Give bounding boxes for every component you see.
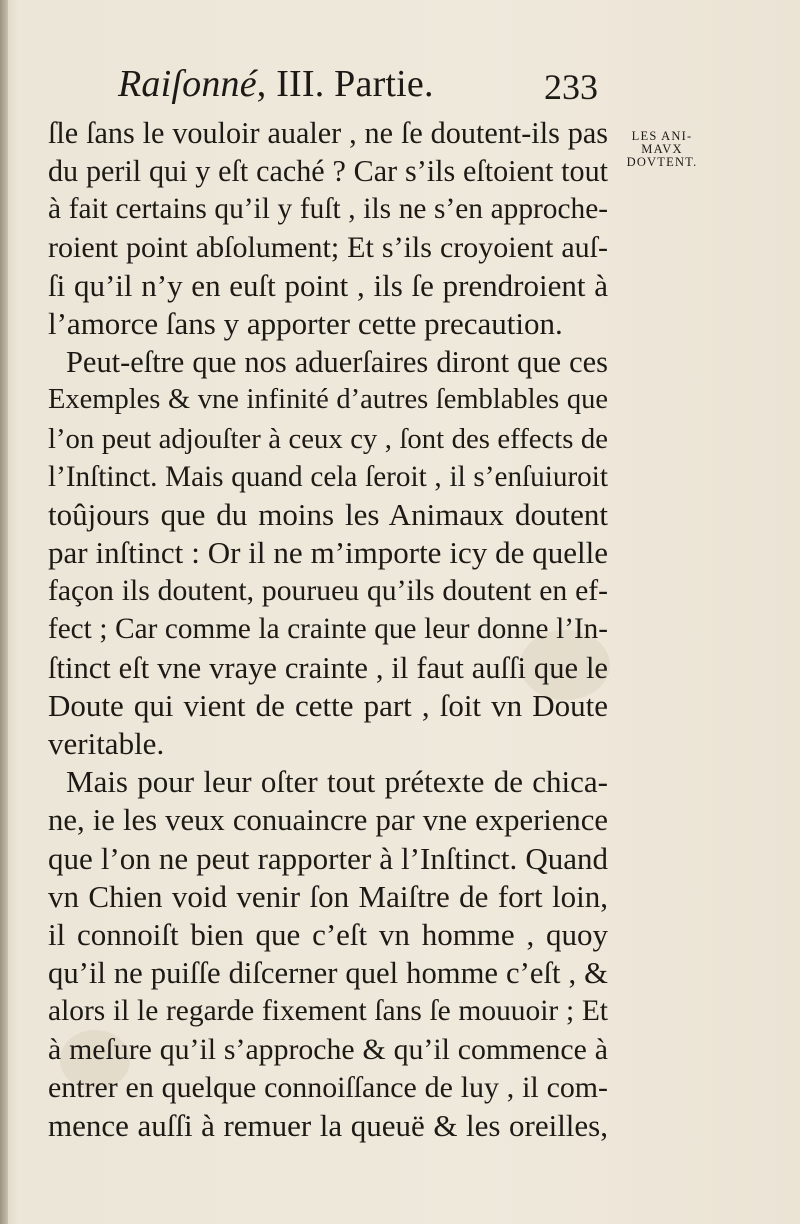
text-line: à fait certains qu’il y fuſt , ils ne s’en approche-: [48, 193, 608, 226]
page-number: 233: [544, 67, 598, 107]
text-line: vn Chien void venir ſon Maiſtre de fort loin,: [48, 878, 608, 914]
text-line: l’amorce ſans y apporter cette precaution.: [48, 305, 563, 341]
text-line: il connoiſt bien que c’eſt vn homme , quoy: [48, 916, 608, 952]
page-header: [118, 62, 598, 112]
text-line: ſle ſans le vouloir aualer , ne ſe doutent-ils pas: [48, 116, 608, 150]
running-title: [118, 62, 434, 106]
text-line: que l’on ne peut rapporter à l’Inſtinct. Quand: [48, 840, 608, 876]
margin-note-line: DOVTENT.: [626, 155, 698, 169]
running-title-italic: Raiſonné: [118, 63, 257, 105]
text-line: Exemples & vne infinité d’autres ſemblables que: [48, 384, 608, 416]
text-line: l’Inſtinct. Mais quand cela ſeroit , il s’enſuiuroit: [48, 460, 608, 493]
text-line: entrer en quelque connoiſſance de luy , il com-: [48, 1070, 608, 1104]
text-line: veritable.: [48, 726, 165, 761]
running-title-comma: ,: [256, 63, 277, 105]
text-line: ſtinct eſt vne vraye crainte , il faut auſſi que le: [48, 650, 608, 685]
text-line: toûjours que du moins les Animaux doutent: [48, 496, 608, 532]
text-line: qu’il ne puiſſe diſcerner quel homme c’eſt , &: [48, 956, 608, 991]
running-title-part: III. Partie.: [276, 63, 434, 105]
margin-note-line: LES ANI-: [631, 129, 693, 143]
text-line: mence auſſi à remuer la queuë & les oreilles,: [48, 1107, 608, 1143]
text-line: façon ils doutent, pourueu qu’ils doutent en ef-: [48, 575, 608, 608]
text-line: ſi qu’il n’y en euſt point , ils ſe prendroient à: [48, 267, 608, 303]
text-line: alors il le regarde fixement ſans ſe mouuoir ; Et: [48, 995, 608, 1028]
text-line: par inſtinct : Or il ne m’importe icy de quelle: [48, 535, 608, 571]
text-line: Doute qui vient de cette part , ſoit vn Doute: [48, 687, 608, 723]
text-line: l’on peut adjouſter à ceux cy , ſont des effects de: [48, 422, 608, 455]
margin-note: [606, 130, 718, 169]
text-line: du peril qui y eſt caché ? Car s’ils eſtoient tout: [48, 154, 608, 189]
text-line: ne, ie les veux conuaincre par vne experience: [48, 803, 608, 838]
text-line: à meſure qu’il s’approche & qu’il commence à: [48, 1032, 608, 1066]
margin-note-line: MAVX: [641, 142, 683, 156]
text-line: fect ; Car comme la crainte que leur donne l’In-: [48, 613, 608, 646]
text-line: Mais pour leur oſter tout prétexte de chica-: [66, 764, 608, 800]
binding-edge: [0, 0, 8, 1224]
body-text: [48, 114, 608, 1145]
text-line: Peut-eſtre que nos aduerſaires diront que ces: [66, 345, 608, 380]
text-line: roient point abſolument; Et s’ils croyoient auſ-: [48, 230, 608, 264]
